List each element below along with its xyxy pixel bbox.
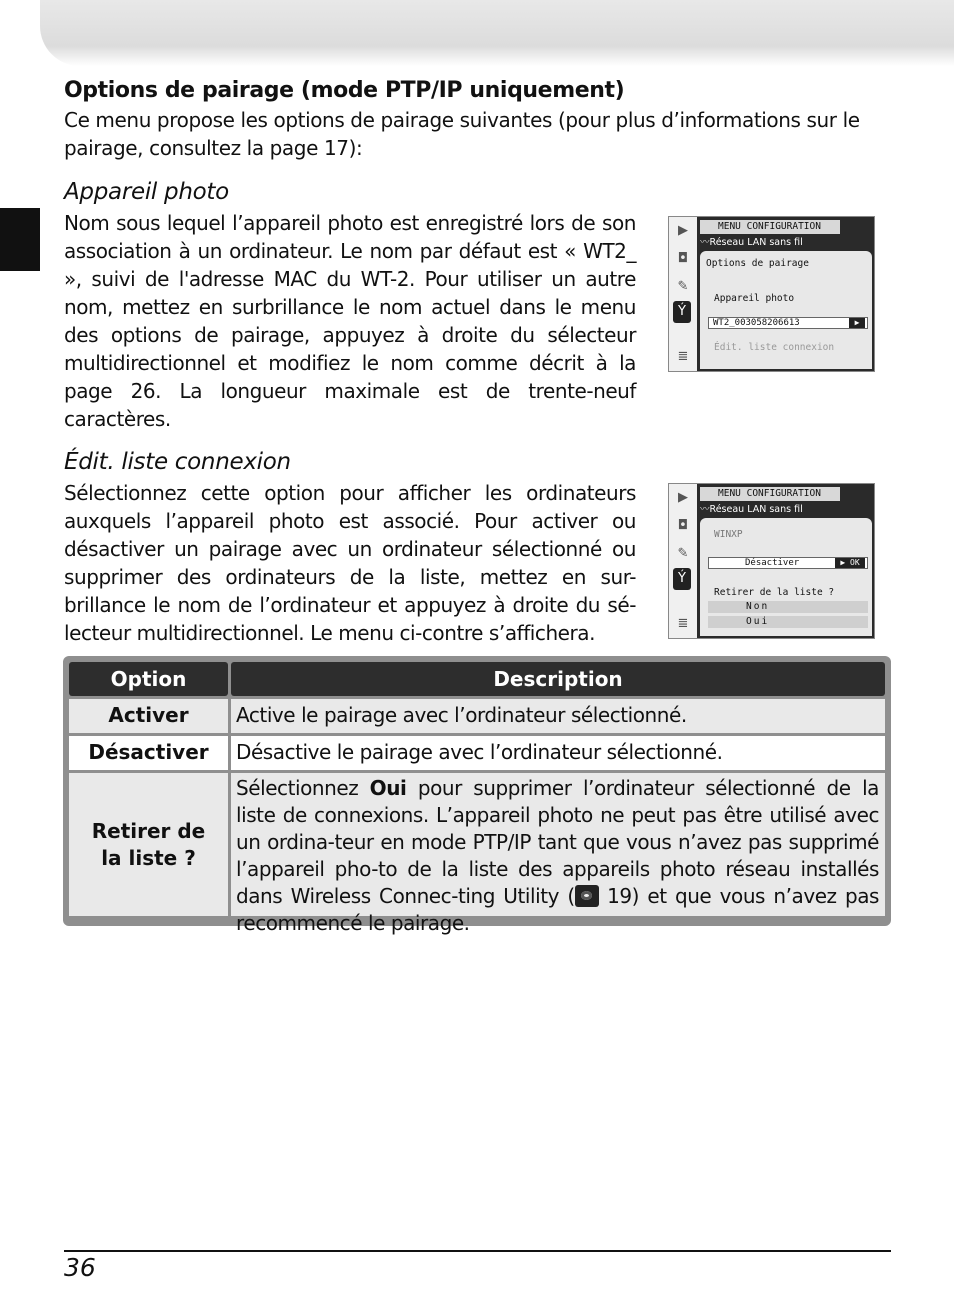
edit-heading: Édit. liste connexion <box>64 449 291 475</box>
arrow-right-icon: ▶ <box>849 318 865 328</box>
eye-icon <box>575 885 599 907</box>
status-field-value: Désactiver <box>745 558 800 568</box>
appareil-heading: Appareil photo <box>64 179 229 205</box>
table-row-option <box>69 773 228 916</box>
menu-item-appareil: Appareil photo <box>714 293 795 304</box>
screen-title: MENU CONFIGURATION <box>700 487 840 501</box>
appareil-body: Nom sous lequel l’appareil photo est enregistré lors de son association à un ordinateur. Le nom par défaut est « WT2_ », suivi de l'adresse MAC du WT-2. Pour utiliser un autre nom, mettez en surbrillance le nom actuel dans le menu des options de pairage, appuyez à droite du sélecteur multidirectionnel et modifiez le nom comme décrit à la page 26. La longueur maximale est de trente-neuf caractères. <box>64 211 636 431</box>
table-row-description: Désactive le pairage avec l’ordinateur sélectionné. <box>231 736 885 770</box>
edit-body: Sélectionnez cette option pour afficher les ordinateurs auxquels l’appareil photo est associé. Pour activer ou désactiver un pairage avec un ordinateur sélectionné ou supprimer des ordinateurs de la liste, mettez en sur-brillance le nom de l’ordinateur et appuyez à droite du sé-lecteur multidirectionnel. Le menu ci-contre s’affichera. <box>64 481 636 645</box>
remove-question: Retirer de la liste ? <box>714 587 835 598</box>
screen-title: MENU CONFIGURATION <box>700 220 840 234</box>
status-field <box>708 557 868 569</box>
wrench-icon: Ý <box>673 301 691 323</box>
ok-label: OK <box>850 558 860 567</box>
list-icon: ≣ <box>677 349 689 364</box>
screen-subtitle-text: Réseau LAN sans fil <box>709 504 803 515</box>
play-icon: ▶ <box>678 490 688 505</box>
play-icon: ▶ <box>678 223 688 238</box>
screen-subtitle: 〰Réseau LAN sans fil <box>700 237 803 248</box>
chapter-tab <box>0 208 40 271</box>
computer-name: WINXP <box>714 529 743 540</box>
table-row-option: Activer <box>69 699 228 733</box>
camera-icon: ◘ <box>677 518 689 533</box>
screen-panel <box>700 251 872 369</box>
screen-subtitle: 〰Réseau LAN sans fil <box>700 504 803 515</box>
header-description: Description <box>231 662 885 696</box>
menu-item-edit: Édit. liste connexion <box>714 342 835 353</box>
option-oui: Oui <box>708 616 868 628</box>
option-non: Non <box>708 601 868 613</box>
screen-panel <box>700 518 872 636</box>
desc-ref: 19) et que vous n’avez pas recommencé le pairage. <box>236 884 879 935</box>
name-field <box>708 317 868 329</box>
wrench-icon: Ý <box>673 568 691 590</box>
footer-rule <box>64 1250 891 1252</box>
pencil-icon: ✎ <box>677 279 689 294</box>
table-row-description: Active le pairage avec l’ordinateur sélectionné. <box>231 699 885 733</box>
camera-icon: ◘ <box>677 251 689 266</box>
screen-subtitle-text: Réseau LAN sans fil <box>709 237 803 248</box>
screen-side-menu <box>669 484 697 638</box>
options-table <box>63 656 891 935</box>
pencil-icon: ✎ <box>677 546 689 561</box>
table-row-option: Désactiver <box>69 736 228 770</box>
section-title: Options de pairage (mode PTP/IP uniquement) <box>64 78 625 103</box>
camera-screen-pairing-options <box>668 216 875 372</box>
list-icon: ≣ <box>677 616 689 631</box>
table-row-description <box>231 773 885 935</box>
desc-mid: pour supprimer l’ordinateur sélectionné de la liste de connexions. L’appareil photo ne peut pas être utilisé avec un ordina-teur en mode PTP/IP tant que vous n’avez pas supprimé l’appareil pho-to de la liste des appareils photo réseau installés dans Wireless Connec-ting Utility ( <box>236 776 879 908</box>
camera-screen-connection-list <box>668 483 875 639</box>
panel-title: Options de pairage <box>706 258 809 269</box>
screen-side-menu <box>669 217 697 371</box>
page-number: 36 <box>64 1253 96 1282</box>
name-field-value: WT2_003058206613 <box>713 318 800 328</box>
option-label: Retirer de la liste ? <box>91 818 206 870</box>
header-option: Option <box>69 662 228 696</box>
desc-pre: Sélectionnez <box>236 776 370 800</box>
header-band <box>40 0 954 66</box>
desc-bold: Oui <box>369 776 407 800</box>
section-intro: Ce menu propose les options de pairage suivantes (pour plus d’informations sur le pairage, consultez la page 17): <box>64 108 860 160</box>
arrow-ok-icon: ▶ OK <box>835 558 865 568</box>
